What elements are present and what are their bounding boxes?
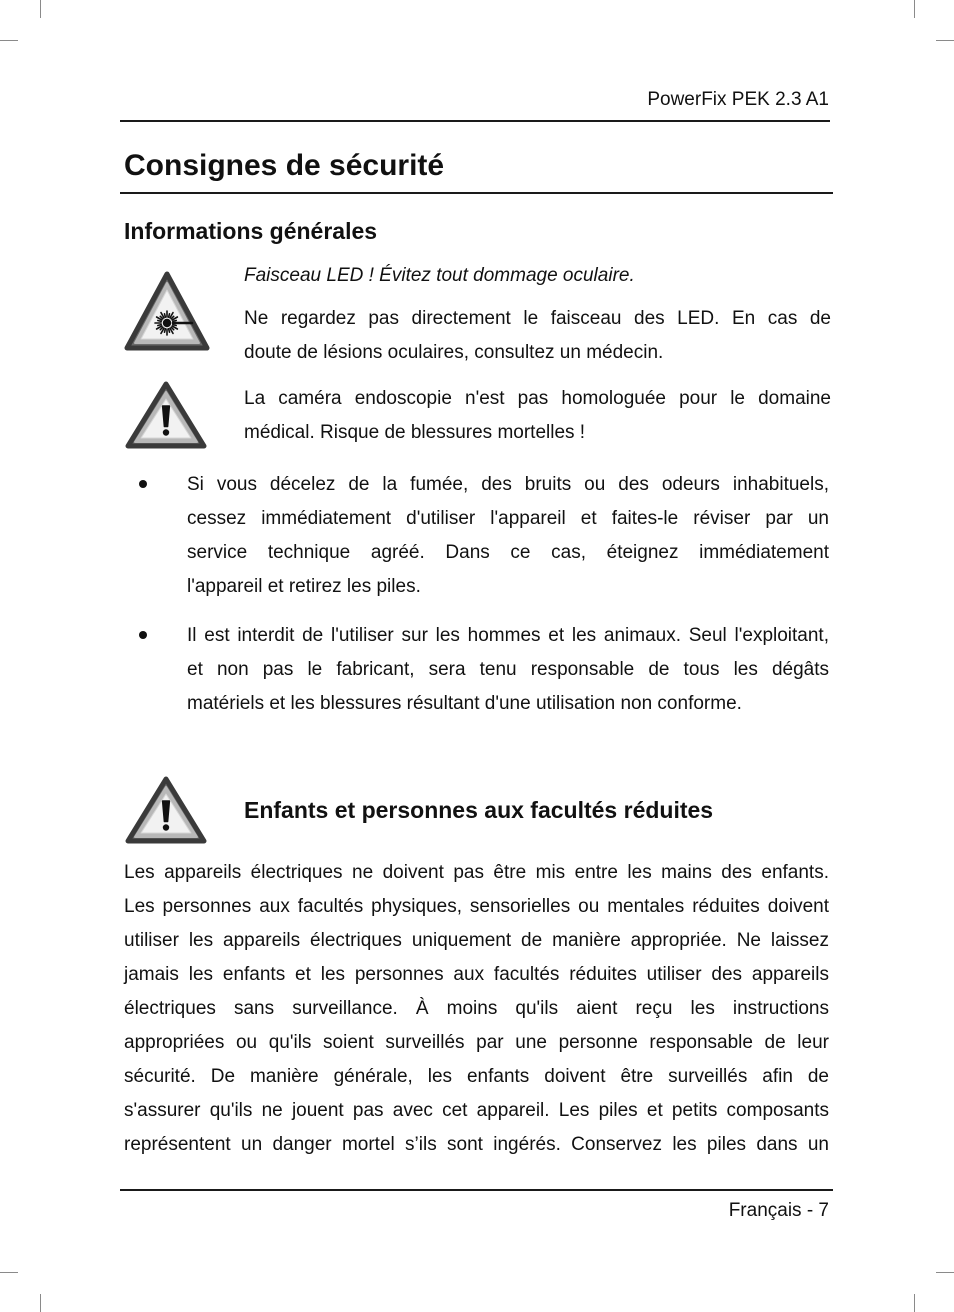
paragraph-line: Si vous décelez de la fumée, des bruits ou des odeurs inhabituels, bbox=[187, 474, 829, 495]
crop-mark bbox=[914, 1294, 915, 1312]
title-rule bbox=[120, 192, 833, 194]
header-product-name: PowerFix PEK 2.3 A1 bbox=[647, 89, 829, 110]
exclamation-mark bbox=[163, 801, 170, 822]
laser-warning-icon bbox=[124, 270, 210, 352]
medical-paragraph bbox=[244, 382, 831, 450]
paragraph-line: médical. Risque de blessures mortelles ! bbox=[244, 422, 586, 443]
paragraph-line: cessez immédiatement d'utiliser l'appareil et faites-le réviser par un bbox=[187, 508, 829, 529]
bullet-dot bbox=[139, 631, 147, 639]
section-heading-children: Enfants et personnes aux facultés réduites bbox=[244, 797, 714, 823]
paragraph-line: l'appareil et retirez les piles. bbox=[187, 576, 421, 597]
crop-mark bbox=[40, 1294, 41, 1312]
crop-mark bbox=[936, 40, 954, 41]
paragraph-line: représentent un danger mortel s’ils sont ingérés. Conservez les piles dans un bbox=[124, 1134, 829, 1155]
crop-mark bbox=[914, 0, 915, 18]
exclamation-dot bbox=[163, 429, 169, 435]
bullet-dot bbox=[139, 480, 147, 488]
paragraph-line: Les personnes aux facultés physiques, sensorielles ou mentales réduites doivent bbox=[124, 896, 829, 917]
warning-exclamation-icon bbox=[124, 775, 208, 845]
crop-mark bbox=[40, 0, 41, 18]
paragraph-line: doute de lésions oculaires, consultez un médecin. bbox=[244, 342, 664, 363]
bullet-item bbox=[187, 619, 829, 721]
exclamation-dot bbox=[163, 824, 169, 830]
laser-paragraph bbox=[244, 302, 831, 370]
header-rule bbox=[120, 120, 830, 122]
paragraph-line: utiliser les appareils électriques uniquement de manière appropriée. Ne laissez bbox=[124, 930, 829, 951]
laser-caption bbox=[244, 259, 831, 293]
paragraph-line: Faisceau LED ! Évitez tout dommage oculaire. bbox=[244, 265, 635, 286]
warning-exclamation-icon bbox=[124, 380, 208, 450]
laser-core bbox=[163, 319, 171, 327]
crop-mark bbox=[0, 1272, 18, 1273]
paragraph-line: Les appareils électriques ne doivent pas être mis entre les mains des enfants. bbox=[124, 862, 829, 883]
page-title: Consignes de sécurité bbox=[124, 149, 445, 182]
paragraph-line: appropriées ou qu'ils soient surveillés par une personne responsable de leur bbox=[124, 1032, 829, 1053]
crop-mark bbox=[936, 1272, 954, 1273]
paragraph-line: jamais les enfants et les personnes aux facultés réduites utiliser des appareils bbox=[124, 964, 829, 985]
crop-mark bbox=[0, 40, 18, 41]
footer-rule bbox=[120, 1189, 833, 1191]
paragraph-line: sécurité. De manière générale, les enfants doivent être surveillés afin de bbox=[124, 1066, 829, 1087]
children-paragraph bbox=[124, 856, 829, 1162]
paragraph-line: et non pas le fabricant, sera tenu responsable de tous les dégâts bbox=[187, 659, 829, 680]
paragraph-line: Il est interdit de l'utiliser sur les hommes et les animaux. Seul l'exploitant, bbox=[187, 625, 829, 646]
paragraph-line: s'assurer qu'ils ne jouent pas avec cet appareil. Les piles et petits composants bbox=[124, 1100, 829, 1121]
paragraph-line: La caméra endoscopie n'est pas homologuée pour le domaine bbox=[244, 388, 831, 409]
paragraph-line: électriques sans surveillance. À moins qu'ils aient reçu les instructions bbox=[124, 998, 829, 1019]
section-heading-general: Informations générales bbox=[124, 218, 378, 244]
paragraph-line: matériels et les blessures résultant d'une utilisation non conforme. bbox=[187, 693, 742, 714]
exclamation-mark bbox=[163, 406, 170, 427]
paragraph-line: service technique agréé. Dans ce cas, éteignez immédiatement bbox=[187, 542, 829, 563]
paragraph-line: Ne regardez pas directement le faisceau des LED. En cas de bbox=[244, 308, 831, 329]
footer-page-label: Français - 7 bbox=[728, 1200, 829, 1221]
bullet-item bbox=[187, 468, 829, 604]
